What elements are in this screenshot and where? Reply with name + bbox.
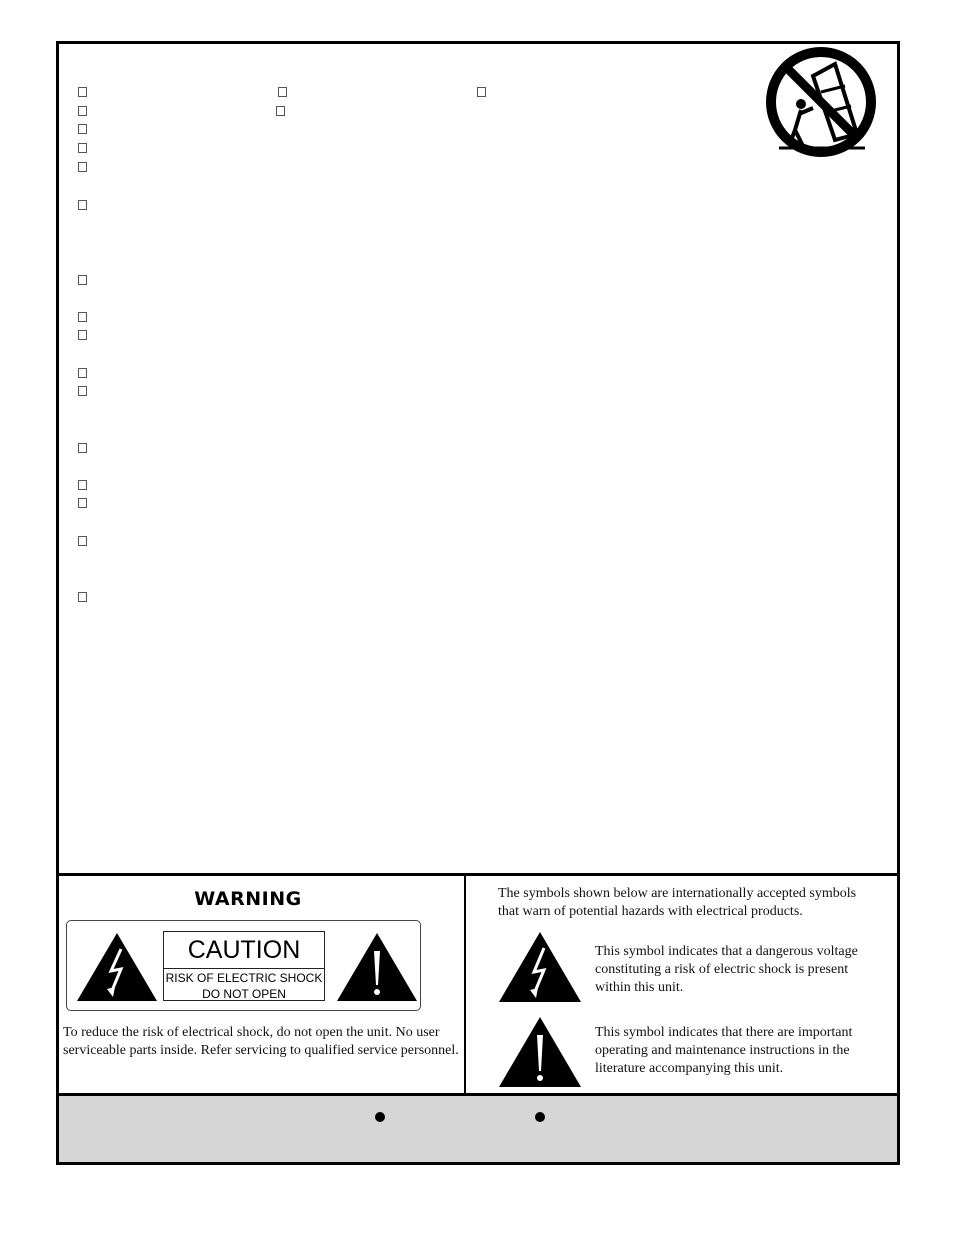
checklist-box [278,87,287,97]
checklist-box [78,536,87,546]
checklist-box [78,480,87,490]
checklist-box [78,368,87,378]
caution-heading: CAUTION [164,932,324,969]
checklist-box [78,143,87,153]
checklist-box [78,106,87,116]
checklist-box [78,443,87,453]
checklist-box [78,200,87,210]
checklist-box [78,592,87,602]
checklist-box [276,106,285,116]
bullet-dot-icon [375,1112,385,1122]
checklist-box [78,124,87,134]
symbols-intro-line1: The symbols shown below are internationally accepted symbols [498,886,857,901]
caution-do-not-open-text: DO NOT OPEN [202,987,286,1001]
checklist-box [78,162,87,172]
caution-inner-box [163,931,325,1001]
instructions-symbol-line3: literature accompanying this unit. [595,1061,784,1076]
warning-title: WARNING [194,888,302,910]
exclamation-icon [335,931,419,1003]
checklist-box [78,330,87,340]
bullet-dot-icon [535,1112,545,1122]
caution-risk-text: RISK OF ELECTRIC SHOCK [165,971,323,985]
voltage-symbol-line3: within this unit. [595,980,684,995]
instructions-symbol-line1: This symbol indicates that there are important [595,1025,853,1040]
checklist-box [78,386,87,396]
checklist-box [78,498,87,508]
checklist-box [78,312,87,322]
footer-band [59,1096,897,1162]
exclamation-icon [497,1015,583,1089]
caution-label [66,920,421,1011]
warning-note-line2: serviceable parts inside. Refer servicing to qualified service personnel. [63,1043,459,1058]
electric-shock-icon [75,931,159,1003]
voltage-symbol-line2: constituting a risk of electric shock is present [595,962,849,977]
instructions-symbol-line2: operating and maintenance instructions in the [595,1043,850,1058]
warning-note-line1: To reduce the risk of electrical shock, do not open the unit. No user [63,1025,440,1040]
symbols-intro-line2: that warn of potential hazards with electrical products. [498,904,803,919]
checklist-box [78,87,87,97]
panel-divider [464,876,466,1094]
cart-tipover-warning-icon [765,46,877,158]
section-divider [59,873,897,876]
checklist-box [477,87,486,97]
checklist-box [78,275,87,285]
electric-shock-icon [497,930,583,1004]
voltage-symbol-line1: This symbol indicates that a dangerous voltage [595,944,858,959]
